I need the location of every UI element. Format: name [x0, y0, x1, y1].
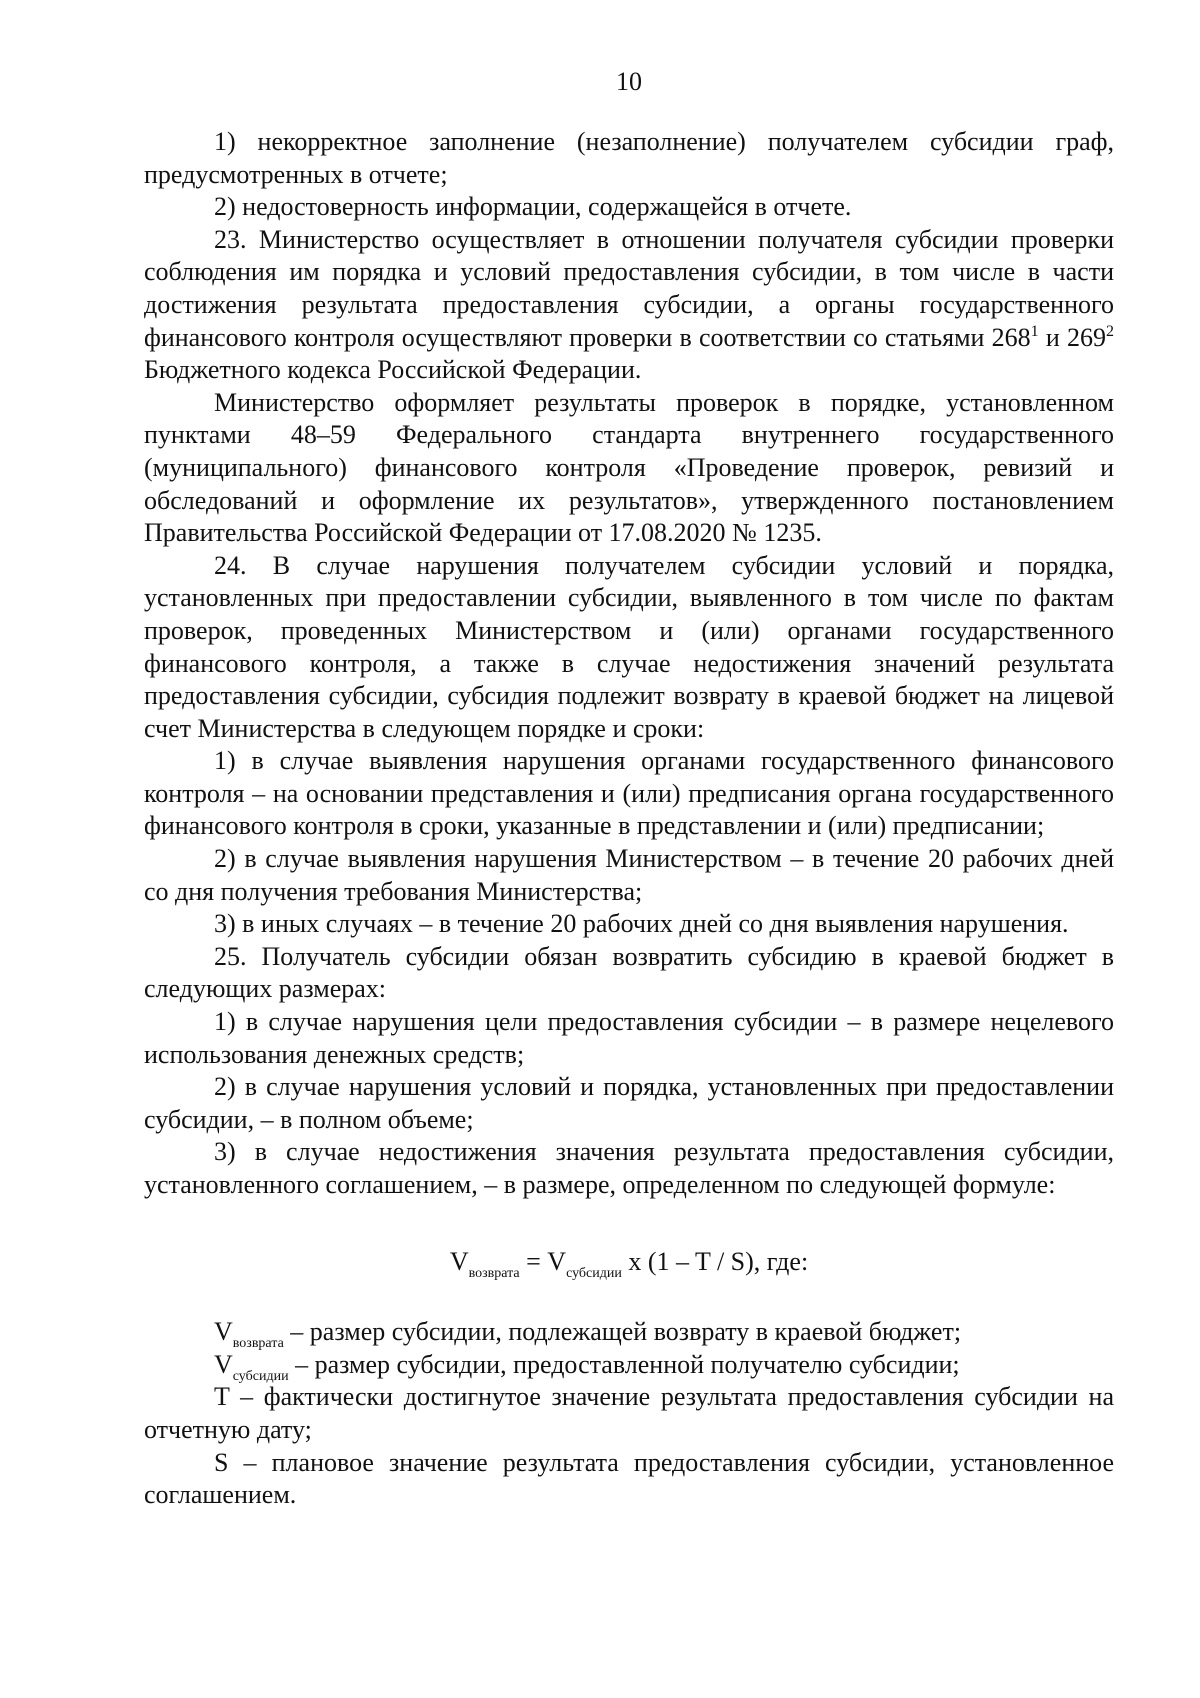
paragraph-25-item-2: 2) в случае нарушения условий и порядка, установленных при предоставлении субсидии, – в полном объеме;	[144, 1072, 1114, 1134]
superscript-1: 1	[1030, 322, 1039, 340]
paragraph-23	[144, 224, 1114, 387]
paragraph-25: 25. Получатель субсидии обязан возвратить субсидию в краевой бюджет в следующих размерах:	[144, 941, 1114, 1004]
paragraph-23-mid: и 269	[1038, 322, 1106, 352]
paragraph-24: 24. В случае нарушения получателем субсидии условий и порядка, установленных при предоставлении субсидии, выявленного в том числе по фактам проверок, проведенных Министерством и (или) органами государственного финансового контроля, а также в случае недостижения значений результата предоставления субсидии, субсидия подлежит возврату в краевой бюджет на лицевой счет Министерства в следующем порядке и сроки:	[144, 550, 1114, 743]
paragraph-23-end: Бюджетного кодекса Российской Федерации.	[144, 355, 642, 385]
paragraph-25-item-3: 3) в случае недостижения значения результата предоставления субсидии, установленного соглашением, – в размере, определенном по следующей формуле:	[144, 1137, 1114, 1199]
definition-v-subsidy: $V_{субсидии}$ – размер субсидии, предоставленной получателю субсидии;	[214, 1349, 960, 1384]
paragraph-ministry-checks: Министерство оформляет результаты проверок в порядке, установленном пунктами 48–59 Федерального стандарта внутреннего государственного (муниципального) финансового контроля «Проведение проверок, ревизий и обследований и оформление их результатов», утвержденного постановлением Правительства Российской Федерации от 17.08.2020 № 1235.	[144, 387, 1114, 548]
superscript-2: 2	[1106, 322, 1114, 340]
paragraph-25-item-1: 1) в случае нарушения цели предоставления субсидии – в размере нецелевого использования денежных средств;	[144, 1007, 1114, 1069]
definition-t: T – фактически достигнутое значение результата предоставления субсидии на отчетную дату;	[144, 1382, 1114, 1444]
paragraph-23-text: 23. Министерство осуществляет в отношении получателя субсидии проверки соблюдения им порядка и условий предоставления субсидии, в том числе в части достижения результата предоставления субсидии, а органы государственного финансового контроля осуществляют проверки в соответствии со статьями 268	[144, 224, 1114, 352]
formula: $V_{возврата} = V_{субсидии}$ x (1 – T / S), где:	[449, 1246, 809, 1281]
page-number: 10	[616, 67, 642, 96]
paragraph-24-item-1: 1) в случае выявления нарушения органами государственного финансового контроля – на основании представления и (или) предписания органа государственного финансового контроля в сроки, указанные в представлении и (или) предписании;	[144, 746, 1114, 841]
formula-subscript-subsidy: субсидии	[566, 1265, 622, 1281]
document-body	[144, 126, 1114, 1512]
definition-s: S – плановое значение результата предоставления субсидии, установленное соглашением.	[144, 1447, 1114, 1510]
paragraph-unreliable-info: 2) недостоверность информации, содержащейся в отчете.	[214, 192, 852, 222]
definition-v-return: $V_{возврата}$ – размер субсидии, подлежащей возврату в краевой бюджет;	[214, 1317, 962, 1352]
paragraph-incorrect-filling: 1) некорректное заполнение (незаполнение) получателем субсидии граф, предусмотренных в отчете;	[144, 127, 1114, 189]
paragraph-24-item-2: 2) в случае выявления нарушения Министерством – в течение 20 рабочих дней со дня получения требования Министерства;	[144, 844, 1114, 906]
paragraph-24-item-3: 3) в иных случаях – в течение 20 рабочих дней со дня выявления нарушения.	[214, 909, 1069, 939]
formula-subscript-return: возврата	[468, 1265, 520, 1281]
